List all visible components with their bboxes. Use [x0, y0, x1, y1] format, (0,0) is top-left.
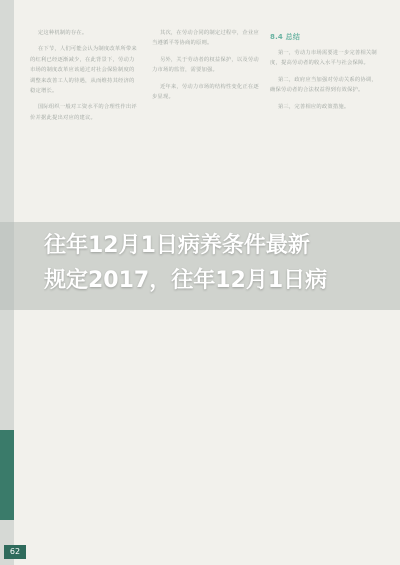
- headline: [44, 228, 394, 298]
- section-heading: 8.4 总结: [270, 33, 301, 41]
- page-number: 62: [4, 545, 26, 559]
- paragraph: 第一，劳动力市场需要进一步完善相关制度，提高劳动者的收入水平与社会保障。: [270, 50, 377, 67]
- paragraph: 在下节，人们可能会认为制度改革所带来的红利已经逐渐减少，在此背景下，劳动力市场的制度改革应该通过对社会保险制度的调整来改善工人的待遇，从而维持其经济的稳定增长。: [30, 46, 137, 95]
- paragraph: 其次，在劳动合同的制定过程中，企业应当遵循平等协商的原则。: [152, 30, 259, 47]
- paragraph: 定这种机制的存在。: [37, 30, 88, 36]
- paragraph: 国际组织一般对工资水平的合理性作出评价并据此提出对应的建议。: [30, 104, 137, 121]
- paragraph: 近年来，劳动力市场的结构性变化正在逐步显现。: [152, 83, 259, 101]
- paragraph: 第二，政府应当加强对劳动关系的协调，确保劳动者的合法权益得到有效保护。: [270, 76, 377, 94]
- chapter-tab: [0, 430, 14, 520]
- headline-line-2: 规定2017，往年12月1日病: [44, 268, 328, 293]
- paragraph: 另外，关于劳动者的权益保护，以及劳动力市场的监管，需要加强。: [152, 56, 259, 74]
- headline-line-1: 往年12月1日病养条件最新: [44, 233, 310, 258]
- paragraph: 第三，完善相应的政策措施。: [277, 103, 350, 110]
